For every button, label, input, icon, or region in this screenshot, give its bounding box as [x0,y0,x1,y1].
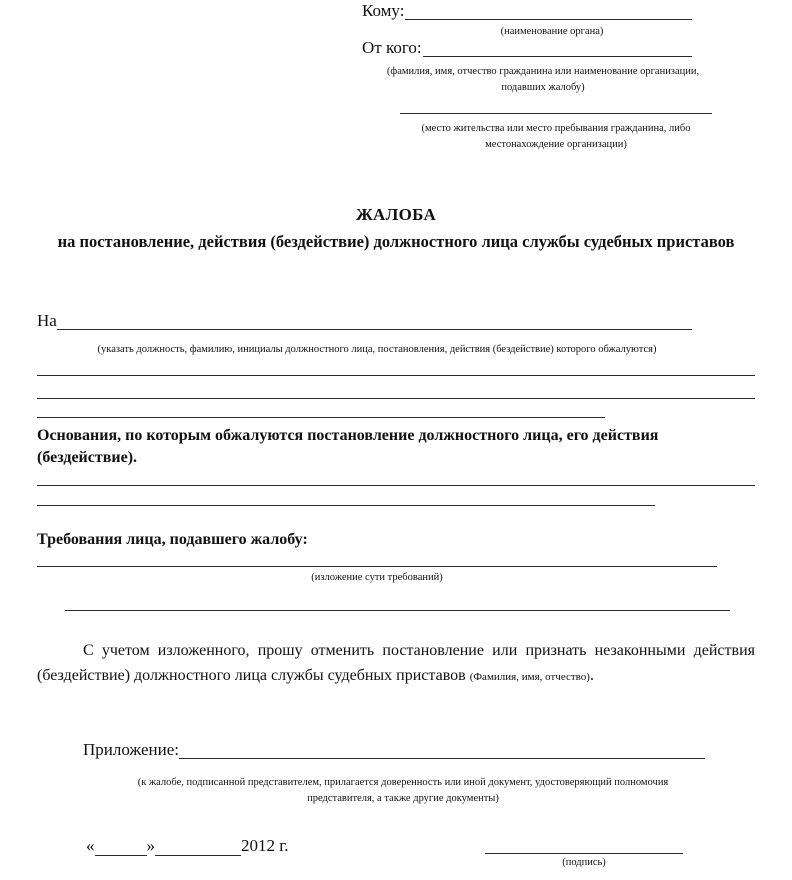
body-text-part1: С учетом изложенного, прошу отменить постановление или признать незаконными действия (бездействие) должностного лица службы судебных приставов [37,642,755,684]
quote-open: « [86,836,95,855]
addressee-label: Кому: [362,1,405,20]
attachment-label: Приложение: [83,740,179,759]
quote-close: » [146,836,155,855]
demands-heading: Требования лица, подавшего жалобу: [37,531,308,548]
body-text-small: (Фамилия, имя, отчество) [469,671,590,683]
attachment-caption-line2: представителя, а также другие документы) [307,793,499,804]
month-input[interactable] [155,840,241,856]
address-caption-line2: местонахождение организации) [485,139,627,150]
sender-row [362,39,692,57]
subject-caption: (указать должность, фамилию, инициалы должностного лица, постановления, действия (бездействие) которого обжалуются) [97,344,657,355]
demands-line-1[interactable] [37,566,717,567]
address-caption-line1: (место жительства или место пребывания гражданина, либо [421,123,691,134]
subject-line-2[interactable] [37,398,755,399]
day-input[interactable] [95,840,147,856]
subject-row [37,312,692,330]
document-title: ЖАЛОБА [355,205,437,224]
year-text: 2012 г. [241,836,289,855]
grounds-heading: Основания, по которым обжалуются постановление должностного лица, его действия (бездействие). [37,427,659,466]
address-input[interactable] [400,113,712,114]
signature-caption: (подпись) [562,857,606,868]
addressee-input[interactable] [405,4,692,20]
sender-input[interactable] [423,41,692,57]
sender-caption-line1: (фамилия, имя, отчество гражданина или наименование организации, [386,66,700,77]
subject-line-3[interactable] [37,417,605,418]
signature-input[interactable] [485,853,683,854]
body-paragraph [37,638,755,690]
attachment-caption-line1: (к жалобе, подписанной представителем, прилагается доверенность или иной документ, удостоверяющий полномочия [137,777,669,788]
subject-input[interactable] [57,314,692,330]
subject-prefix-label: На [37,311,57,330]
sender-caption-line2: подавших жалобу) [501,82,585,93]
addressee-caption: (наименование органа) [500,26,604,37]
subject-line-1[interactable] [37,375,755,376]
grounds-line-1[interactable] [37,485,755,486]
attachment-row [83,740,705,759]
document-subtitle: на постановление, действия (бездействие) должностного лица службы судебных приставов [57,232,735,251]
addressee-row [362,2,692,20]
sender-label: От кого: [362,38,422,57]
attachment-input[interactable] [179,742,705,759]
demands-line-2[interactable] [65,610,730,611]
date-row [86,836,289,856]
body-text-part2: . [589,667,594,684]
demands-caption: (изложение сути требований) [311,572,443,583]
grounds-line-2[interactable] [37,505,655,506]
